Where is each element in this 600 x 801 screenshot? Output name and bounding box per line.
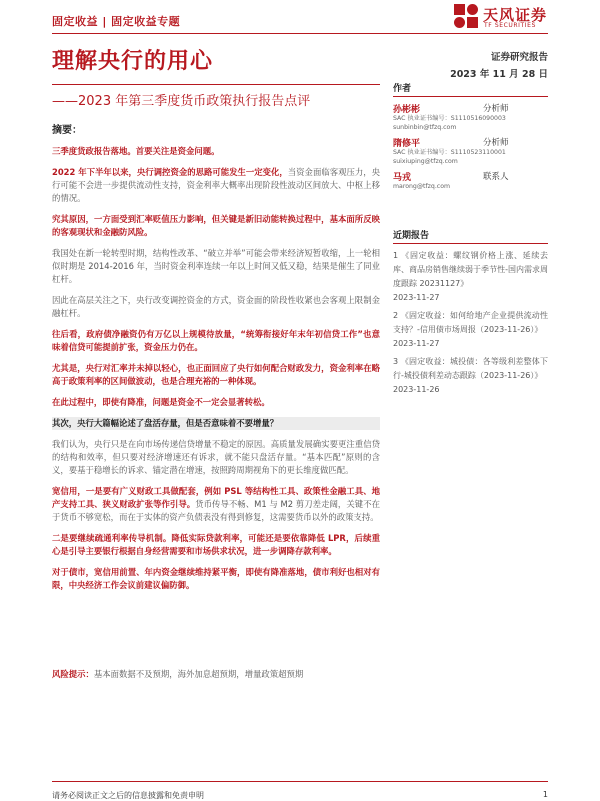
abstract-paragraph: [52, 166, 380, 205]
author-entry: [393, 170, 548, 191]
paragraph-lead: 2022 年下半年以来，央行调控资金的思路可能发生一定变化，: [52, 167, 288, 177]
abstract-paragraph: 尤其是，央行对汇率并未掉以轻心，也正面回应了央行如何配合财政发力，资金利率在略高于政策利率的区间做波动，也是合理充裕的一种体现。: [52, 363, 380, 386]
abstract-paragraph: 三季度货政报告落地。首要关注是资金问题。: [52, 146, 220, 156]
page-header: [0, 0, 600, 40]
risk-text: 基本面数据不及预期，海外加息超预期，增量政策超预期: [93, 669, 304, 679]
header-divider: [52, 33, 548, 34]
footer-disclaimer: 请务必阅读正文之后的信息披露和免责申明: [52, 791, 204, 800]
author-row: [393, 170, 548, 182]
authors-heading: 作者: [393, 81, 548, 97]
abstract-paragraph: [52, 485, 380, 524]
recent-report-item: [393, 355, 548, 397]
abstract-paragraph: 其次，央行大篇幅论述了盘活存量，但是否意味着不要增量？: [52, 417, 380, 430]
title-divider: [52, 84, 380, 85]
abstract-paragraph: 因此在高层关注之下，央行改变调控资金的方式，资金面的阶段性收紧也会客观上限制金融杠杆。: [52, 295, 380, 318]
author-entry: [393, 136, 548, 166]
tf-logo-icon: [453, 3, 479, 29]
report-date: 2023 年 11 月 28 日: [450, 69, 548, 80]
logo-text-en: TF SECURITIES: [484, 22, 536, 29]
recent-reports-list: [393, 249, 548, 397]
abstract-section: [52, 121, 380, 600]
paragraph-lead: 宽信用，一是要有广义财政工具做配套，例如 PSL 等结构性工具、政策性金融工具、地产支持工具、狭义财政扩张等作引导。: [52, 486, 380, 509]
authors-panel: [393, 81, 548, 195]
recent-report-title[interactable]: 1 《固定收益：螺纹钢价格上涨、延续去库、商品房销售继续弱于季节性-国内需求周度跟踪 20231127》: [393, 251, 548, 288]
abstract-paragraph: 往后看，政府债净融资仍有万亿以上规模待放量，“统筹衔接好年末年初信贷工作”也意味着信贷可能提前扩张，资金压力仍在。: [52, 329, 380, 352]
recent-report-item: [393, 249, 548, 305]
recent-report-date: 2023-11-27: [393, 293, 440, 302]
recent-report-date: 2023-11-27: [393, 339, 440, 348]
author-email[interactable]: sunbinbin@tfzq.com: [393, 124, 457, 131]
recent-reports-panel: [393, 228, 548, 401]
author-cert: SAC 执业证书编号：S1110523110001: [393, 149, 506, 156]
author-entry: [393, 102, 548, 132]
author-row: [393, 102, 548, 114]
recent-report-date: 2023-11-26: [393, 385, 440, 394]
author-name: 孙彬彬: [393, 105, 421, 115]
author-role: 分析师: [483, 138, 509, 148]
abstract-title: 摘要：: [52, 125, 82, 136]
report-type: 证券研究报告: [490, 52, 548, 63]
paragraph-text: 货币传导不畅、M1 与 M2 剪刀差走阔，关键不在于货币不够宽松，而在于实体的资产负债表没有得到修复，这需要货币以外的政策支持。: [52, 499, 380, 522]
logo-text-cn: 天风证券: [483, 6, 548, 24]
recent-report-title[interactable]: 2 《固定收益：如何给地产企业提供流动性支持？-信用债市场周报（2023-11-26）》: [393, 311, 548, 334]
recent-reports-heading: 近期报告: [393, 228, 548, 244]
author-name: 隋修平: [393, 139, 421, 149]
page-footer: [52, 781, 548, 800]
page-number: 1: [542, 790, 548, 799]
author-role: 分析师: [483, 104, 509, 114]
report-subtitle: ——2023 年第三季度货币政策执行报告点评: [52, 94, 311, 109]
abstract-paragraph: 我国处在新一轮转型时期，结构性改革、“破立并举”可能会带来经济短暂收缩，上一轮相似时期是 2014-2016 年，当时资金利率连续一年以上时间又低又稳，结果是催生了同业杠杆。: [52, 248, 380, 284]
author-email[interactable]: suixiuping@tfzq.com: [393, 158, 458, 165]
risk-warning: [52, 668, 382, 680]
author-cert: SAC 执业证书编号：S1110516090003: [393, 115, 506, 122]
author-name: 马戎: [393, 173, 412, 183]
authors-list: [393, 102, 548, 191]
company-logo: [453, 3, 553, 31]
abstract-paragraph: 二是要继续疏通利率传导机制。降低实际贷款利率，可能还是要依靠降低 LPR，后续重心是引导主要银行根据自身经营需要和市场供求状况，进一步调降存款利率。: [52, 533, 380, 556]
abstract-paragraph: 我们认为，央行只是在向市场传递信贷增量不稳定的原因。高质量发展确实要更注重信贷的结构和效率，但只要对经济增速还有诉求，就不能只盘活存量。“基本匹配”原则的含义，要基于稳增长的诉求、锚定潜在增速，按照跨周期视角下的更长维度做匹配。: [52, 439, 380, 475]
recent-report-title[interactable]: 3 《固定收益：城投债：各等级利差整体下行-城投债利差动态跟踪（2023-11-26）》: [393, 357, 548, 380]
abstract-body: [52, 145, 380, 592]
author-role: 联系人: [483, 172, 509, 182]
abstract-paragraph: 在此过程中，即使有降准，问题是资金不一定会显著转松。: [52, 397, 270, 407]
abstract-paragraph: 究其原因，一方面受到汇率贬值压力影响，但关键是新旧动能转换过程中，基本面所反映的客观现状和金融防风险。: [52, 214, 380, 237]
paragraph-text: 当资金面临客观压力，央行可能不会进一步提供流动性支持，资金利率大概率出现阶段性波动区间放大、中枢上移的情况。: [52, 167, 380, 203]
recent-report-item: [393, 309, 548, 351]
risk-label: 风险提示：: [52, 669, 94, 679]
breadcrumb: 固定收益 | 固定收益专题: [52, 15, 181, 28]
author-email[interactable]: marong@tfzq.com: [393, 183, 451, 190]
author-row: [393, 136, 548, 148]
abstract-paragraph: 对于债市，宽信用前置、年内资金继续维持紧平衡，即使有降准落地，债市利好也相对有限，中央经济工作会议前建议偏防御。: [52, 567, 380, 590]
report-title: 理解央行的用心: [52, 49, 214, 74]
